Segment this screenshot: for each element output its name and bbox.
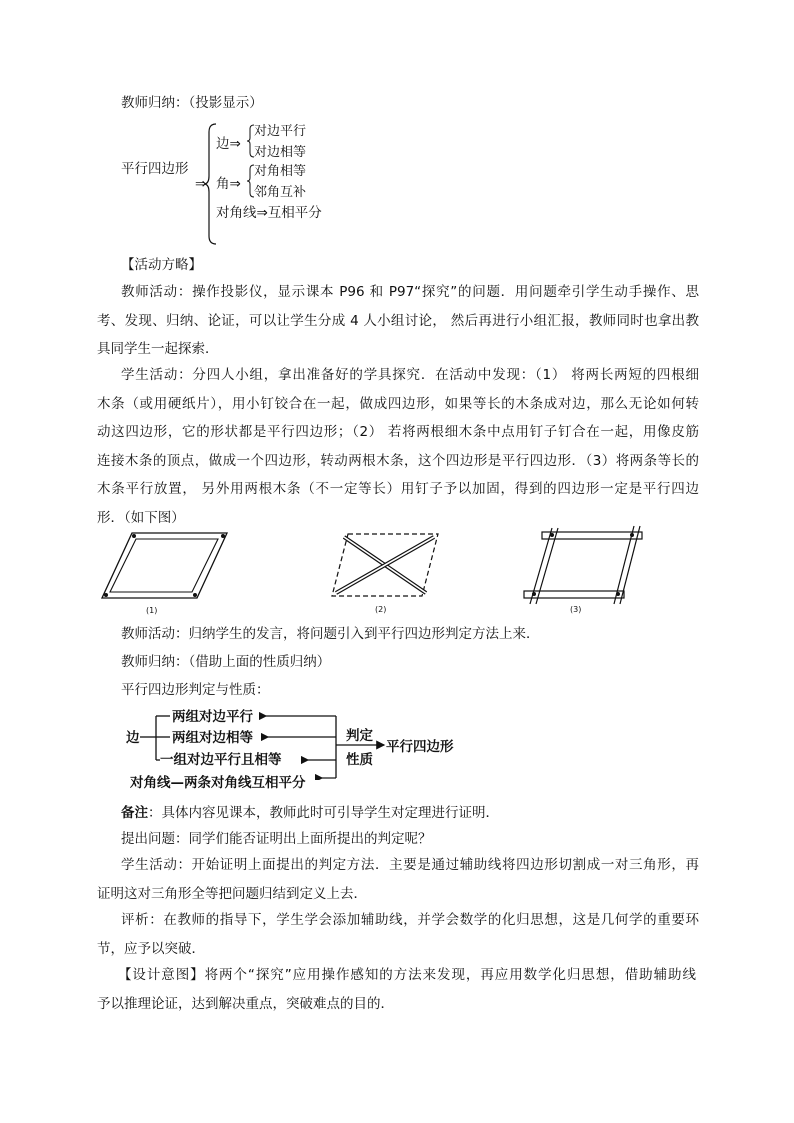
judge-title: 平行四边形判定与性质：: [121, 682, 270, 698]
diagram2-item: 一组对边平行且相等: [160, 752, 282, 768]
paragraph-line: 节，应予以突破．: [97, 940, 205, 957]
diagram2-left: 边: [126, 730, 140, 746]
student-activity2-paragraph: [97, 851, 699, 908]
diagram2-property: 性质: [346, 752, 373, 768]
paragraph-line: 连接木条的顶点，做成一个四边形，转动两根木条，这个四边形是平行四边形．（3）将两条等长的: [97, 452, 699, 469]
summary1-angle-item: 邻角互补: [254, 185, 307, 200]
paragraph-line: 形．（如下图）: [97, 509, 185, 526]
paragraph-line: 木条（或用硬纸片），用小钉铰合在一起，做成四边形，如果等长的木条成对边，那么无论如何转: [97, 395, 699, 412]
comment-paragraph: [97, 906, 699, 963]
teacher-activity-paragraph: [97, 278, 699, 364]
figure-caption: (1): [146, 606, 158, 615]
figure-2-crossed-sticks: [330, 532, 442, 602]
paragraph-line: 具同学生一起探索．: [97, 341, 219, 357]
summary1-side-item: 对边平行: [254, 124, 307, 139]
paragraph-line: 教师活动：操作投影仪，显示课本 P96 和 P97“探究”的问题．用问题牵引学生动手操作、思: [121, 284, 699, 300]
diagram2-result: 平行四边形: [386, 739, 454, 755]
summary1-angle: 角⇒: [216, 176, 241, 192]
teacher-activity2: 教师活动：归纳学生的发言，将问题引入到平行四边形判定方法上来．: [121, 626, 540, 642]
paragraph-line: 予以推理论证，达到解决重点，突破难点的目的．: [97, 995, 394, 1012]
note-text: ：具体内容见课本，教师此时可引导学生对定理进行证明．: [148, 805, 499, 821]
summary1-side: 边⇒: [216, 136, 241, 152]
student-activity-paragraph: [97, 361, 699, 532]
paragraph-line: 动这四边形，它的形状都是平行四边形；（2） 若将两根细木条中点用钉子钉合在一起，用像皮筋: [97, 424, 699, 440]
diagram2-item: 两组对边平行: [172, 709, 253, 725]
summary1-arrow: ⇒: [195, 176, 207, 192]
strategy-title: 【活动方略】: [121, 257, 202, 273]
paragraph-line: 证明这对三角形全等把问题归结到定义上去．: [97, 885, 367, 902]
note-label: 备注: [121, 805, 148, 821]
figure-3-parallel-sticks: [520, 524, 644, 608]
paragraph-line: 木条平行放置， 另外用两根木条（不一定等长）用钉子予以加固，得到的四边形一定是平行四边: [97, 481, 699, 497]
design-paragraph: [97, 961, 696, 1018]
question: 提出问题：同学们能否证明出上面所提出的判定呢？: [121, 831, 432, 847]
summary1-diagonal: 对角线⇒互相平分: [216, 205, 322, 221]
diagram2-diagonal: 对角线—两条对角线互相平分: [130, 775, 306, 791]
summary1-heading: 教师归纳：（投影显示）: [121, 95, 263, 111]
note: [121, 806, 499, 820]
paragraph-line: 【设计意图】将两个“探究”应用操作感知的方法来发现，再应用数学化归思想，借助辅助线: [118, 967, 696, 983]
diagram2-item: 两组对边相等: [172, 730, 253, 746]
diagram2-judge: 判定: [346, 728, 373, 744]
figure-caption: (3): [570, 605, 582, 614]
figure-1-parallelogram: [100, 528, 230, 618]
summary1-angle-item: 对角相等: [254, 164, 307, 179]
teacher-summary2: 教师归纳：（借助上面的性质归纳）: [121, 654, 331, 670]
diagram2-connectors: [140, 708, 390, 780]
paragraph-line: 考、发现、归纳、论证，可以让学生分成 4 人小组讨论， 然后再进行小组汇报，教师同时也拿出教: [97, 312, 699, 329]
paragraph-line: 评析：在教师的指导下，学生学会添加辅助线，并学会数学的化归思想，这是几何学的重要环: [121, 912, 699, 928]
summary1-side-item: 对边相等: [254, 145, 307, 160]
paragraph-line: 学生活动：分四人小组，拿出准备好的学具探究．在活动中发现：（1） 将两长两短的四根细: [121, 367, 699, 383]
paragraph-line: 学生活动：开始证明上面提出的判定方法．主要是通过辅助线将四边形切割成一对三角形，再: [121, 857, 699, 873]
summary1-root: 平行四边形: [121, 161, 189, 177]
figure-caption: (2): [375, 605, 387, 614]
